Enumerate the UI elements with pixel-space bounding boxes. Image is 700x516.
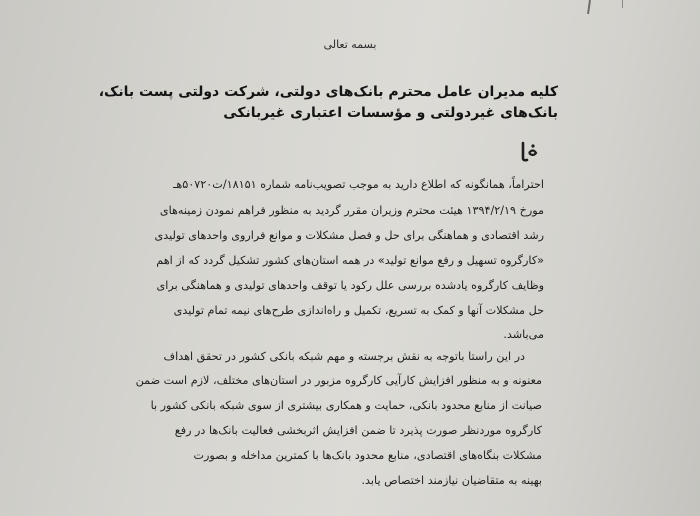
paragraph-2-line-3: صیانت از منابع محدود بانکی، حمایت و همکاری بیشتری از سوی شبکه بانکی کشور با	[150, 399, 542, 412]
handwritten-mark-icon	[517, 140, 541, 164]
paragraph-2-line-2: معنونه و به منظور افزایش کارآیی کارگروه مزبور در استان‌های مختلف، لازم است ضمن	[135, 374, 542, 387]
paragraph-1-line-3: رشد اقتصادی و هماهنگی برای حل و فصل مشکلات و موانع فراروی واحدهای تولیدی	[154, 229, 544, 242]
paragraph-2-line-6: بهینه به متقاضیان نیازمند اختصاص یابد.	[361, 474, 542, 487]
paragraph-2-line-1: در این راستا باتوجه به نقش برجسته و مهم شبکه بانکی کشور در تحقق اهداف	[163, 350, 525, 363]
paragraph-1-line-5: وظایف کارگروه یادشده بررسی علل رکود یا توقف واحدهای تولیدی و هماهنگی برای	[156, 279, 544, 292]
recipient-line-1: کلیه مدیران عامل محترم بانک‌های دولتی، شرکت دولتی پست بانک،	[98, 84, 558, 100]
paragraph-2-line-4: کارگروه موردنظر صورت پذیرد تا ضمن افزایش اثربخشی فعالیت بانک‌ها در رفع	[174, 424, 542, 437]
recipient-line-2: بانک‌های غیردولتی و مؤسسات اعتباری غیربانکی	[223, 105, 558, 121]
paper-fold-mark	[587, 0, 591, 14]
paragraph-1-line-6: حل مشکلات آنها و کمک به تسریع، تکمیل و راه‌اندازی طرح‌های نیمه تمام تولیدی	[173, 304, 544, 317]
basmala-heading: بسمه تعالی	[323, 38, 377, 51]
paragraph-1-line-1: احتراماً، همانگونه که اطلاع دارید به موجب تصویب‌نامه شماره ۱۸۱۵۱/ت۵۰۷۲۰هـ	[173, 178, 544, 191]
paper-fold-mark-2	[622, 0, 623, 8]
paragraph-2-line-5: مشکلات بنگاه‌های اقتصادی، منابع محدود بانک‌ها با کمترین مداخله و بصورت	[193, 449, 542, 462]
paragraph-1-line-7: می‌باشد.	[503, 328, 544, 341]
paragraph-1-line-2: مورخ ۱۳۹۴/۲/۱۹ هیئت محترم وزیران مقرر گردید به منظور فراهم نمودن زمینه‌های	[159, 204, 544, 217]
paragraph-1-line-4: «کارگروه تسهیل و رفع موانع تولید» در همه استان‌های کشور تشکیل گردد که از اهم	[156, 254, 544, 267]
